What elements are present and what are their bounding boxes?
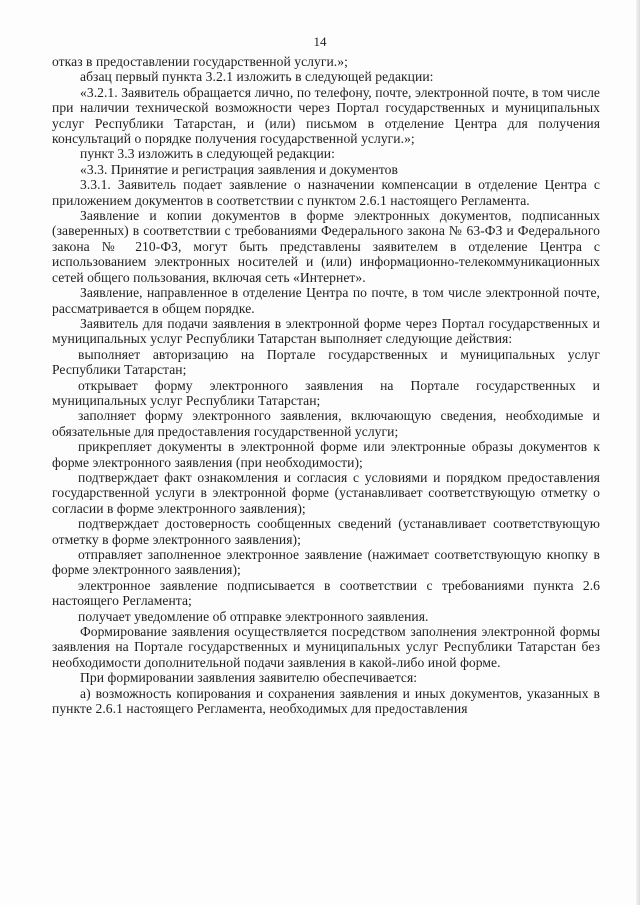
list-item: подтверждает достоверность сообщенных сведений (устанавливает соответствующую отметку в форме электронного заявления); — [52, 516, 600, 547]
list-item: заполняет форму электронного заявления, включающую сведения, необходимые и обязательные для предоставления государственной услуги; — [52, 408, 600, 439]
scan-edge-shadow — [636, 0, 640, 905]
paragraph: пункт 3.3 изложить в следующей редакции: — [80, 146, 335, 162]
paragraph: а) возможность копирования и сохранения заявления и иных документов, указанных в пункте 2.6.1 настоящего Регламента, необходимых для предоставления — [52, 685, 600, 717]
list-item: электронное заявление подписывается в соответствии с требованиями пункта 2.6 настоящего Регламента; — [52, 577, 600, 609]
list-item: подтверждает факт ознакомления и согласия с условиями и порядком предоставления государственной услуги в электронной форме (устанавливает соответствующую отметку о согласии в форме электронного заявления); — [52, 469, 600, 516]
paragraph: абзац первый пункта 3.2.1 изложить в следующей редакции: — [80, 69, 434, 85]
list-item: прикрепляет документы в электронной форме или электронные образы документов к форме электронного заявления (при необходимости); — [52, 439, 600, 470]
paragraph: отказ в предоставлении государственной услуги.»; — [52, 54, 348, 69]
list-item: получает уведомление об отправке электронного заявления. — [78, 608, 429, 624]
list-item: выполняет авторизацию на Портале государственных и муниципальных услуг Республики Татарстан; — [52, 346, 600, 378]
list-item: открывает форму электронного заявления на Портале государственных и муниципальных услуг Республики Татарстан; — [52, 377, 600, 408]
paragraph: «3.3. Принятие и регистрация заявления и документов — [80, 161, 398, 177]
paragraph: «3.2.1. Заявитель обращается лично, по телефону, почте, электронной почте, в том числе при наличии технической возможности через Портал государственных и муниципальных услуг Республики Татарстан, и (или) письмом в отделение Центра для получения консультаций о порядке получения государственной услуги.»; — [52, 84, 600, 147]
paragraph: Заявление и копии документов в форме электронных документов, подписанных (заверенных) в соответствии с требованиями Федерального закона № 63-ФЗ и Федерального закона № 210-ФЗ, могут быть представлены заявителем в отделение Центра с использованием электронных носителей и (или) информационно-телекоммуникационных сетей общего пользования, включая сеть «Интернет». — [52, 208, 600, 285]
list-item: отправляет заполненное электронное заявление (нажимает соответствующую кнопку в форме электронного заявления); — [52, 547, 600, 578]
paragraph: Заявление, направленное в отделение Центра по почте, в том числе электронной почте, рассматривается в общем порядке. — [52, 285, 600, 316]
page-number: 14 — [313, 34, 327, 49]
document-body — [52, 54, 600, 716]
paragraph: 3.3.1. Заявитель подает заявление о назначении компенсации в отделение Центра с приложением документов в соответствии с пунктом 2.6.1 настоящего Регламента. — [52, 177, 600, 208]
paragraph: Заявитель для подачи заявления в электронной форме через Портал государственных и муниципальных услуг Республики Татарстан выполняет следующие действия: — [52, 315, 600, 347]
paragraph: Формирование заявления осуществляется посредством заполнения электронной формы заявления на Портале государственных и муниципальных услуг Республики Татарстан без необходимости дополнительной подачи заявления в какой-либо иной форме. — [52, 624, 600, 670]
paragraph: При формировании заявления заявителю обеспечивается: — [80, 670, 418, 686]
